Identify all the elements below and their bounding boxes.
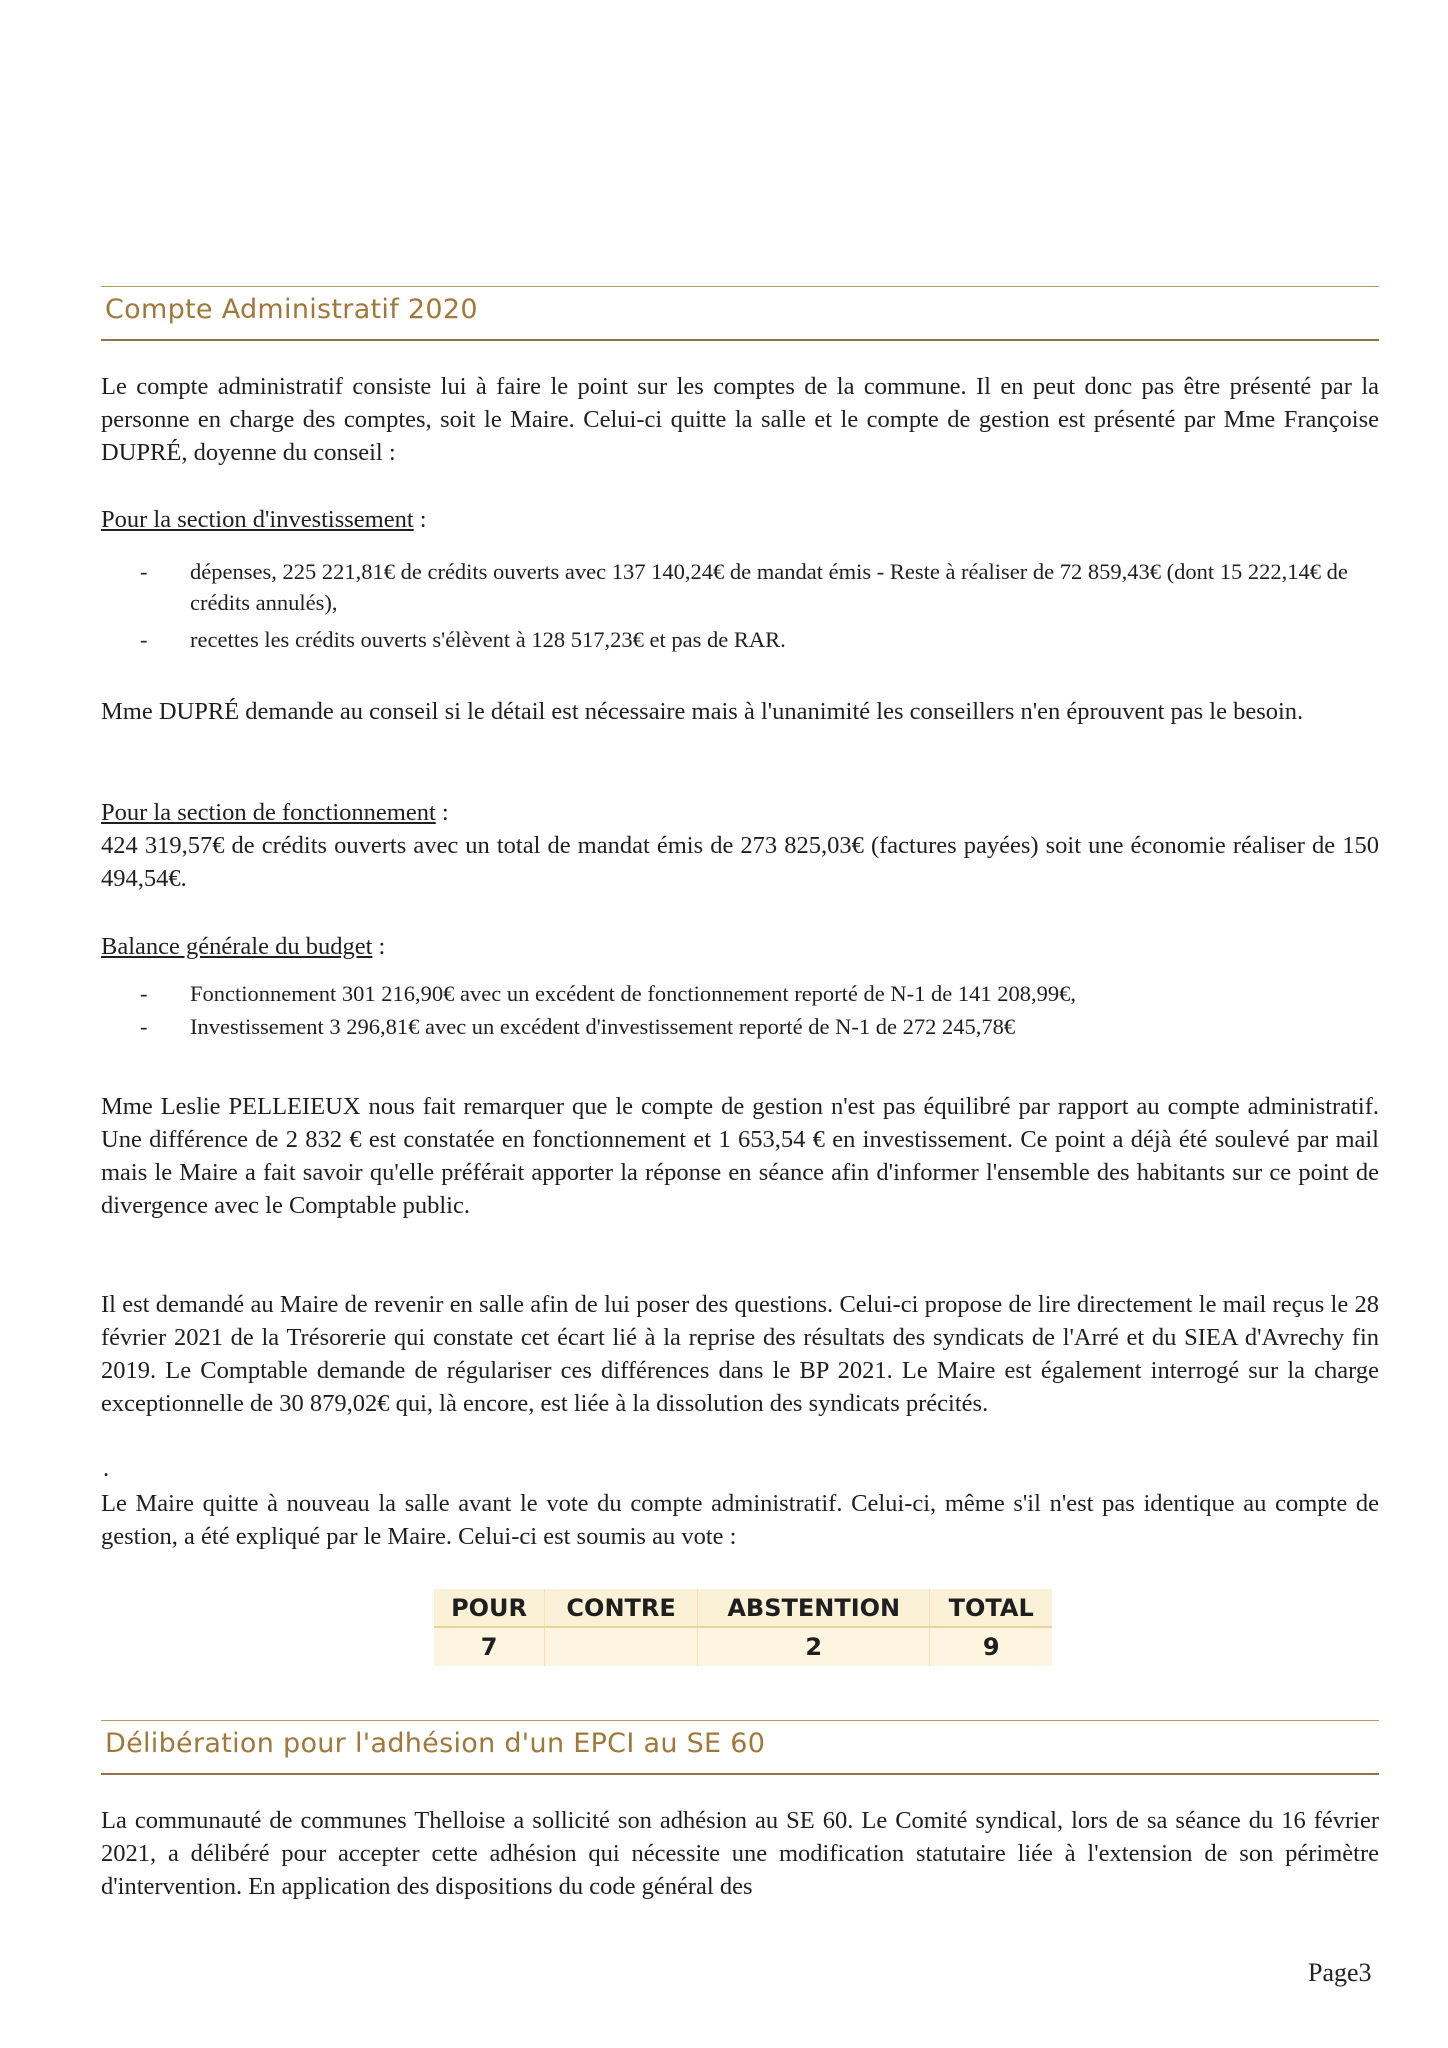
balance-heading-text: Balance générale du budget — [101, 933, 373, 960]
vote-header-total: TOTAL — [930, 1589, 1052, 1627]
list-item — [140, 556, 1380, 618]
page-number: Page3 — [1308, 1958, 1372, 1987]
vote-paragraph: Le Maire quitte à nouveau la salle avant le vote du compte administratif. Celui-ci, même s'il n'est pas identique au compte de gestion, a été expliqué par le Maire. Celui-ci est soumis au vote : — [101, 1490, 1379, 1550]
section-header-epci — [101, 1720, 1379, 1780]
list-item — [140, 978, 1380, 1009]
list-item-text: dépenses, 225 221,81€ de crédits ouverts avec 137 140,24€ de mandat émis - Reste à réaliser de 72 859,43€ (dont 15 222,14€ de crédits annulés), — [190, 559, 1348, 615]
bullet-dash: - — [140, 627, 148, 652]
bullet-dash: - — [140, 559, 148, 584]
header-rule-bottom — [101, 339, 1379, 341]
vote-header-abstention: ABSTENTION — [698, 1589, 930, 1627]
dupre-paragraph: Mme DUPRÉ demande au conseil si le détail est nécessaire mais à l'unanimité les conseillers n'en éprouvent pas le besoin. — [101, 698, 1304, 725]
vote-table — [434, 1589, 1052, 1666]
pelleieux-paragraph: Mme Leslie PELLEIEUX nous fait remarquer que le compte de gestion n'est pas équilibré par rapport au compte administratif. Une différence de 2 832 € est constatée en fonctionnement et 1 653,54 € en investissement. Ce point a déjà été soulevé par mail mais le Maire a fait savoir qu'elle préférait apporter la réponse en séance afin d'informer l'ensemble des habitants sur ce point de divergence avec le Comptable public. — [101, 1093, 1379, 1219]
investissement-heading — [101, 503, 427, 536]
list-item — [140, 1011, 1380, 1042]
vote-value-contre — [545, 1627, 698, 1666]
vote-value-abstention: 2 — [698, 1627, 930, 1666]
vote-value-pour: 7 — [434, 1627, 545, 1666]
stray-dot: . — [103, 1455, 110, 1482]
header-rule-bottom — [101, 1773, 1379, 1775]
list-item-text: Investissement 3 296,81€ avec un excédent d'investissement reporté de N-1 de 272 245,78€ — [190, 1014, 1016, 1039]
bullet-dash: - — [140, 1014, 148, 1039]
list-item-text: recettes les crédits ouverts s'élèvent à 128 517,23€ et pas de RAR. — [190, 627, 786, 652]
maire-paragraph: Il est demandé au Maire de revenir en salle afin de lui poser des questions. Celui-ci propose de lire directement le mail reçus le 28 février 2021 de la Trésorerie qui constate cet écart lié à la reprise des résultats des syndicats de l'Arré et du SIEA d'Avrechy fin 2019. Le Comptable demande de régulariser ces différences dans le BP 2021. Le Maire est également interrogé sur la charge exceptionnelle de 30 879,02€ qui, là encore, est liée à la dissolution des syndicats précités. — [101, 1291, 1379, 1417]
fonctionnement-heading — [101, 796, 449, 829]
vote-value-total: 9 — [930, 1627, 1052, 1666]
fonctionnement-heading-text: Pour la section de fonctionnement — [101, 799, 436, 826]
section-title: Délibération pour l'adhésion d'un EPCI au SE 60 — [105, 1728, 766, 1759]
heading-colon: : — [435, 799, 449, 826]
section-title: Compte Administratif 2020 — [105, 294, 478, 325]
list-item-text: Fonctionnement 301 216,90€ avec un excédent de fonctionnement reporté de N-1 de 141 208,99€, — [190, 981, 1077, 1006]
section-header-compte — [101, 286, 1379, 346]
epci-paragraph: La communauté de communes Thelloise a sollicité son adhésion au SE 60. Le Comité syndical, lors de sa séance du 16 février 2021, a délibéré pour accepter cette adhésion qui nécessite une modification statutaire liée à l'extension de son périmètre d'intervention. En application des dispositions du code général des — [101, 1807, 1379, 1900]
header-rule-top — [101, 1720, 1379, 1721]
investissement-heading-text: Pour la section d'investissement — [101, 506, 414, 533]
vote-header-contre: CONTRE — [545, 1589, 698, 1627]
heading-colon: : — [372, 933, 386, 960]
bullet-dash: - — [140, 981, 148, 1006]
investissement-list — [140, 556, 1380, 661]
list-item — [140, 624, 1380, 655]
vote-table-header-row — [434, 1589, 1052, 1627]
fonctionnement-paragraph: 424 319,57€ de crédits ouverts avec un total de mandat émis de 273 825,03€ (factures payées) soit une économie réaliser de 150 494,54€. — [101, 832, 1379, 892]
balance-list — [140, 978, 1380, 1048]
heading-colon: : — [413, 506, 427, 533]
vote-table-row — [434, 1627, 1052, 1666]
header-rule-top — [101, 286, 1379, 287]
balance-heading — [101, 930, 385, 963]
vote-header-pour: POUR — [434, 1589, 545, 1627]
intro-paragraph: Le compte administratif consiste lui à faire le point sur les comptes de la commune. Il en peut donc pas être présenté par la personne en charge des comptes, soit le Maire. Celui-ci quitte la salle et le compte de gestion est présenté par Mme Françoise DUPRÉ, doyenne du conseil : — [101, 373, 1379, 466]
